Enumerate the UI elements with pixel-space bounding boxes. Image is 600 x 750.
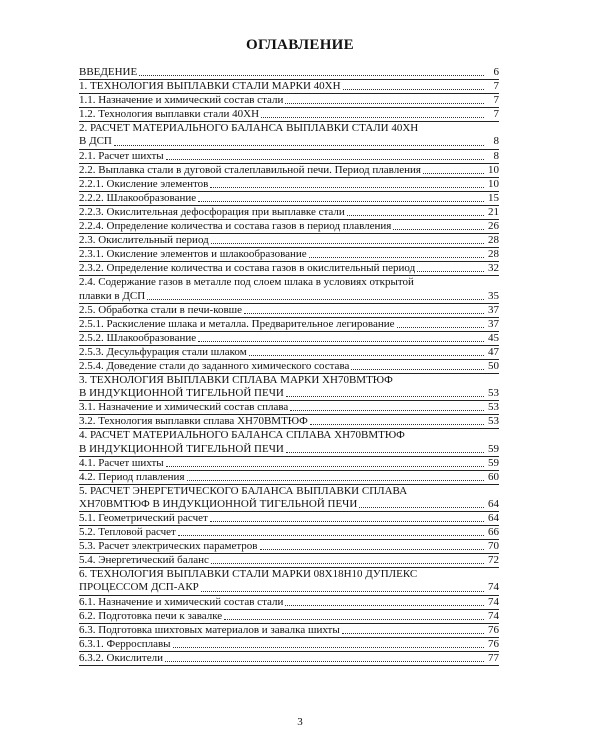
toc-entry-page: 37 xyxy=(488,303,499,316)
toc-entry[interactable] xyxy=(79,108,499,122)
toc-entry[interactable] xyxy=(79,66,499,80)
toc-entry-title: 3.2. Технология выплавки сплава ХН70ВМТЮФ xyxy=(79,415,308,428)
toc-entry[interactable] xyxy=(79,150,499,164)
toc-entry-page: 32 xyxy=(488,262,499,275)
table-of-contents xyxy=(79,66,499,666)
toc-entry-page: 74 xyxy=(488,581,499,594)
toc-entry[interactable] xyxy=(79,374,499,401)
toc-entry-page: 60 xyxy=(488,470,499,483)
dot-leader xyxy=(139,75,484,76)
toc-entry-page: 53 xyxy=(488,415,499,428)
dot-leader xyxy=(211,563,484,564)
dot-leader xyxy=(286,452,484,453)
toc-entry-title-continued: ХН70ВМТЮФ В ИНДУКЦИОННОЙ ТИГЕЛЬНОЙ ПЕЧИ xyxy=(79,497,358,510)
toc-entry-page: 8 xyxy=(493,149,499,162)
toc-entry-page: 70 xyxy=(488,540,499,553)
toc-entry-title: 4. РАСЧЕТ МАТЕРИАЛЬНОГО БАЛАНСА СПЛАВА ХН70ВМТЮФ xyxy=(79,429,405,442)
dot-leader xyxy=(347,215,484,216)
dot-leader xyxy=(310,424,484,425)
toc-entry-page: 10 xyxy=(488,177,499,190)
toc-entry-title: 2.3.2. Определение количества и состава газов в окислительный период xyxy=(79,262,416,275)
dot-leader xyxy=(260,549,485,550)
toc-entry[interactable] xyxy=(79,471,499,485)
toc-entry[interactable] xyxy=(79,248,499,262)
dot-leader xyxy=(166,466,484,467)
toc-entry-title: 6.3.2. Окислители xyxy=(79,651,163,664)
toc-entry-title: 6.3. Подготовка шихтовых материалов и завалка шихты xyxy=(79,623,340,636)
toc-entry-title: 4.1. Расчет шихты xyxy=(79,456,164,469)
toc-entry[interactable] xyxy=(79,360,499,374)
toc-entry-page: 59 xyxy=(488,456,499,469)
toc-entry-page: 28 xyxy=(488,234,499,247)
toc-entry[interactable] xyxy=(79,415,499,429)
dot-leader xyxy=(359,507,484,508)
toc-entry[interactable] xyxy=(79,346,499,360)
toc-entry-page: 76 xyxy=(488,637,499,650)
toc-entry-title: 1.2. Технология выплавки стали 40ХН xyxy=(79,108,260,121)
toc-entry-title-continued: В ДСП xyxy=(79,135,112,148)
dot-leader xyxy=(173,647,484,648)
toc-entry-title: 6.3.1. Ферросплавы xyxy=(79,637,171,650)
toc-entry-page: 64 xyxy=(488,512,499,524)
toc-entry-page: 59 xyxy=(488,442,499,455)
toc-entry-page: 26 xyxy=(488,220,499,233)
toc-entry[interactable] xyxy=(79,485,499,512)
toc-entry-page: 37 xyxy=(488,317,499,330)
toc-entry[interactable] xyxy=(79,526,499,540)
toc-entry-page: 72 xyxy=(488,554,499,567)
toc-entry[interactable] xyxy=(79,429,499,456)
toc-entry-page: 47 xyxy=(488,345,499,358)
toc-entry-title: 5.2. Тепловой расчет xyxy=(79,526,176,539)
dot-leader xyxy=(397,327,485,328)
dot-leader xyxy=(393,229,484,230)
toc-entry[interactable] xyxy=(79,94,499,108)
dot-leader xyxy=(290,410,484,411)
dot-leader xyxy=(343,89,484,90)
toc-entry[interactable] xyxy=(79,401,499,415)
dot-leader xyxy=(249,355,484,356)
toc-entry-title: 2.5.2. Шлакообразование xyxy=(79,331,197,344)
dot-leader xyxy=(351,369,484,370)
toc-entry[interactable] xyxy=(79,206,499,220)
dot-leader xyxy=(309,257,484,258)
dot-leader xyxy=(166,159,484,160)
toc-entry-page: 10 xyxy=(488,163,499,176)
dot-leader xyxy=(224,619,484,620)
page-title: ОГЛАВЛЕНИЕ xyxy=(246,37,354,53)
toc-entry[interactable] xyxy=(79,262,499,276)
toc-entry[interactable] xyxy=(79,122,499,149)
dot-leader xyxy=(201,591,484,592)
toc-entry-title: 1.1. Назначение и химический состав стали xyxy=(79,94,284,107)
toc-entry[interactable] xyxy=(79,304,499,318)
toc-entry-page: 77 xyxy=(488,651,499,664)
toc-entry-page: 50 xyxy=(488,359,499,372)
dot-leader xyxy=(165,661,484,662)
dot-leader xyxy=(285,103,484,104)
toc-entry-page: 64 xyxy=(488,497,499,510)
dot-leader xyxy=(244,313,484,314)
toc-entry-title: 5.4. Энергетический баланс xyxy=(79,554,209,567)
toc-entry-title: 6.2. Подготовка печи к завалке xyxy=(79,609,223,622)
toc-entry[interactable] xyxy=(79,638,499,652)
toc-entry[interactable] xyxy=(79,276,499,303)
toc-entry-title-continued: В ИНДУКЦИОННОЙ ТИГЕЛЬНОЙ ПЕЧИ xyxy=(79,442,284,455)
toc-entry-title: 2.2.3. Окислительная дефосфорация при выплавке стали xyxy=(79,205,345,218)
dot-leader xyxy=(210,521,484,522)
toc-entry-page: 21 xyxy=(488,205,499,218)
toc-entry[interactable] xyxy=(79,318,499,332)
toc-entry-title: 6.1. Назначение и химический состав стали xyxy=(79,595,284,608)
toc-entry-page: 35 xyxy=(488,289,499,302)
toc-entry-title: 2.5.4. Доведение стали до заданного химического состава xyxy=(79,359,350,372)
toc-entry-page: 45 xyxy=(488,331,499,344)
toc-entry[interactable] xyxy=(79,178,499,192)
toc-entry[interactable] xyxy=(79,540,499,554)
toc-entry[interactable] xyxy=(79,80,499,94)
toc-entry-page: 15 xyxy=(488,191,499,204)
dot-leader xyxy=(147,299,484,300)
dot-leader xyxy=(417,271,484,272)
page-number: 3 xyxy=(297,716,303,728)
dot-leader xyxy=(423,173,484,174)
toc-entry-page: 6 xyxy=(493,66,499,78)
toc-entry-page: 74 xyxy=(488,609,499,622)
toc-entry[interactable] xyxy=(79,652,499,666)
toc-entry-title: 2.2. Выплавка стали в дуговой сталеплавильной печи. Период плавления xyxy=(79,163,421,176)
toc-entry-title: 5.1. Геометрический расчет xyxy=(79,512,208,524)
toc-entry-title: 1. ТЕХНОЛОГИЯ ВЫПЛАВКИ СТАЛИ МАРКИ 40ХН xyxy=(79,80,341,93)
toc-entry[interactable] xyxy=(79,554,499,568)
dot-leader xyxy=(114,145,484,146)
toc-entry-title: ВВЕДЕНИЕ xyxy=(79,66,138,78)
dot-leader xyxy=(198,201,484,202)
toc-entry-page: 53 xyxy=(488,401,499,414)
toc-entry-page: 7 xyxy=(493,108,499,121)
toc-entry[interactable] xyxy=(79,220,499,234)
toc-entry[interactable] xyxy=(79,457,499,471)
dot-leader xyxy=(285,605,484,606)
toc-entry-title: 5.3. Расчет электрических параметров xyxy=(79,540,258,553)
dot-leader xyxy=(211,243,484,244)
toc-entry[interactable] xyxy=(79,568,499,595)
toc-entry-title: 2.4. Содержание газов в металле под слоем шлака в условиях открытой xyxy=(79,276,414,289)
dot-leader xyxy=(187,480,484,481)
toc-entry-page: 7 xyxy=(493,80,499,93)
toc-entry-title: 2.2.2. Шлакообразование xyxy=(79,191,197,204)
toc-entry-title: 2.1. Расчет шихты xyxy=(79,149,164,162)
toc-entry-title: 2.3. Окислительный период xyxy=(79,234,209,247)
toc-entry-title: 5. РАСЧЕТ ЭНЕРГЕТИЧЕСКОГО БАЛАНСА ВЫПЛАВКИ СПЛАВА xyxy=(79,484,408,497)
toc-entry-page: 66 xyxy=(488,526,499,539)
toc-entry-page: 53 xyxy=(488,387,499,400)
toc-entry-title: 2. РАСЧЕТ МАТЕРИАЛЬНОГО БАЛАНСА ВЫПЛАВКИ СТАЛИ 40ХН xyxy=(79,122,419,135)
dot-leader xyxy=(210,187,484,188)
dot-leader xyxy=(198,341,484,342)
toc-entry[interactable] xyxy=(79,596,499,610)
toc-entry-title: 4.2. Период плавления xyxy=(79,470,185,483)
toc-entry-title: 3. ТЕХНОЛОГИЯ ВЫПЛАВКИ СПЛАВА МАРКИ ХН70ВМТЮФ xyxy=(79,374,393,387)
dot-leader xyxy=(178,535,484,536)
toc-entry-title: 2.2.4. Определение количества и состава газов в период плавления xyxy=(79,220,392,233)
toc-entry-title-continued: плавки в ДСП xyxy=(79,289,146,302)
toc-entry-page: 76 xyxy=(488,623,499,636)
toc-entry-page: 7 xyxy=(493,94,499,107)
toc-entry[interactable] xyxy=(79,610,499,624)
toc-entry-title: 6. ТЕХНОЛОГИЯ ВЫПЛАВКИ СТАЛИ МАРКИ 08Х18Н10 ДУПЛЕКС xyxy=(79,568,418,581)
toc-entry-title: 2.5. Обработка стали в печи-ковше xyxy=(79,303,243,316)
toc-entry-title-continued: ПРОЦЕССОМ ДСП-АКР xyxy=(79,581,199,594)
toc-entry[interactable] xyxy=(79,624,499,638)
toc-entry-title: 3.1. Назначение и химический состав сплава xyxy=(79,401,289,414)
toc-entry-title: 2.5.3. Десульфурация стали шлаком xyxy=(79,345,247,358)
toc-entry[interactable] xyxy=(79,164,499,178)
toc-entry[interactable] xyxy=(79,192,499,206)
toc-entry[interactable] xyxy=(79,332,499,346)
toc-entry-title-continued: В ИНДУКЦИОННОЙ ТИГЕЛЬНОЙ ПЕЧИ xyxy=(79,387,284,400)
dot-leader xyxy=(286,396,484,397)
toc-entry-title: 2.2.1. Окисление элементов xyxy=(79,177,209,190)
dot-leader xyxy=(342,633,484,634)
toc-entry-page: 28 xyxy=(488,248,499,261)
toc-entry-page: 8 xyxy=(493,135,499,148)
toc-entry[interactable] xyxy=(79,512,499,526)
toc-entry-page: 74 xyxy=(488,595,499,608)
toc-entry-title: 2.5.1. Раскисление шлака и металла. Предварительное легирование xyxy=(79,317,395,330)
toc-entry-title: 2.3.1. Окисление элементов и шлакообразование xyxy=(79,248,307,261)
dot-leader xyxy=(261,117,484,118)
toc-entry[interactable] xyxy=(79,234,499,248)
